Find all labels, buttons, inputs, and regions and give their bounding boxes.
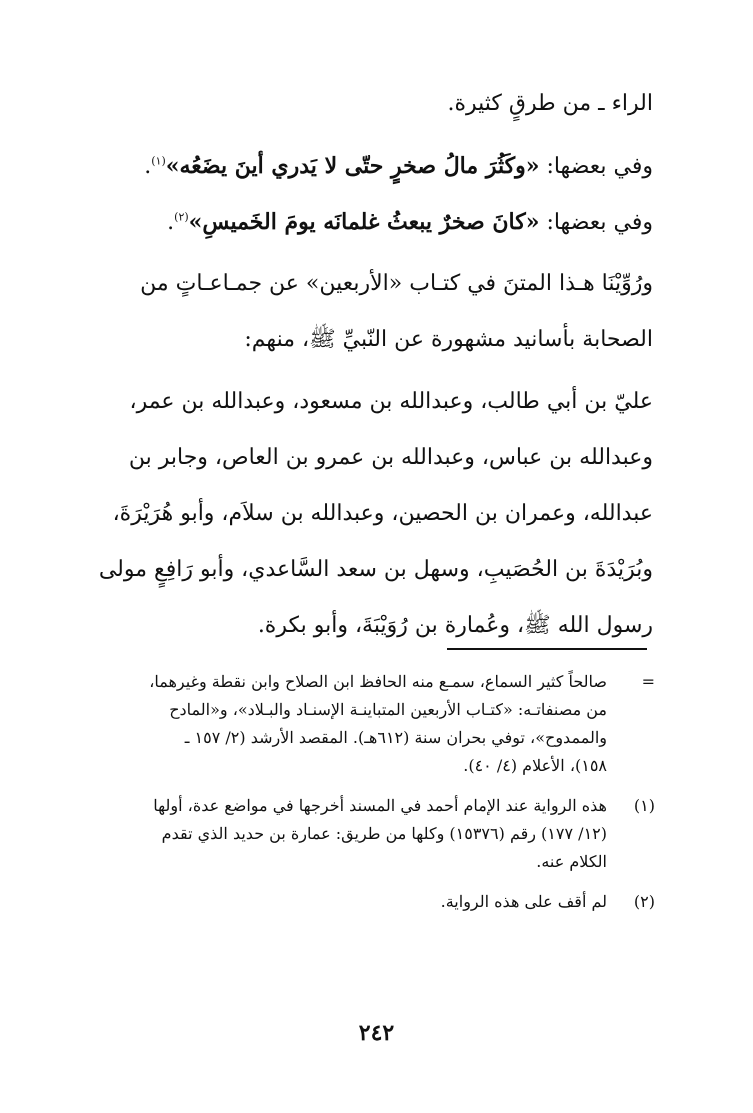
line-end: . [144, 154, 152, 179]
footnote-ref: (١) [151, 154, 166, 168]
footnote-2 [95, 888, 655, 916]
footnote-marker: (١) [633, 796, 655, 815]
line-text: وبُرَيْدَةَ بن الحُصَيبِ، وسهل بن سعد السَّاعدي، وأبو رَافِعٍ مولى [98, 557, 653, 582]
text-line [95, 264, 653, 320]
line-text: وعبدالله بن عباس، وعبدالله بن عمرو بن العاص، وجابر بن [128, 445, 653, 470]
text-line [95, 438, 653, 494]
footnote-line: هذه الرواية عند الإمام أحمد في المسند أخرجها في مواضع عدة، أولها [153, 796, 607, 815]
text-line [95, 382, 653, 438]
line-text: عليّ بن أبي طالب، وعبدالله بن مسعود، وعبدالله بن عمر، [129, 389, 653, 414]
hadith-quote: «وكَثُرَ مالُ صخرٍ حتّى لا يَدري أينَ يضَعُه» [165, 153, 540, 179]
text-line [95, 550, 653, 606]
footnote-continuation [95, 668, 655, 780]
footnote-line: صالحاً كثير السماع، سمـع منه الحافظ ابن الصلاح وابن نقطة وغيرهما، [149, 672, 607, 691]
text-line [95, 494, 653, 550]
line-text: الراء ـ من طرقٍ كثيرة. [447, 91, 653, 116]
footnote-divider [447, 648, 647, 650]
main-text [95, 84, 653, 662]
line-text: ورُوِّيْنَا هـذا المتنَ في كتـاب «الأربعين» عن جمـاعـاتٍ من [140, 271, 653, 296]
line-text: الصحابة بأسانيد مشهورة عن النّبيِّ ﷺ، منهم: [244, 327, 653, 352]
line-prefix: وفي بعضها: [539, 210, 653, 235]
footnotes [95, 668, 655, 928]
footnote-line: لم أقف على هذه الرواية. [440, 892, 607, 911]
text-line [95, 606, 653, 662]
footnote-1 [95, 792, 655, 876]
footnote-marker: (٢) [633, 892, 655, 911]
line-prefix: وفي بعضها: [539, 154, 653, 179]
text-line [95, 320, 653, 382]
footnote-line: ١٥٨)، الأعلام (٤/ ٤٠). [463, 756, 607, 775]
text-line [95, 202, 653, 264]
footnote-line: (١٢/ ١٧٧) رقم (١٥٣٧٦) وكلها من طريق: عمارة بن حديد الذي تقدم [161, 824, 607, 843]
footnote-marker: = [641, 672, 655, 691]
page-number: ٢٤٢ [358, 1020, 395, 1046]
footnote-ref: (٢) [174, 210, 189, 224]
text-line [95, 146, 653, 202]
footnote-line: من مصنفاتـه: «كتـاب الأربعين المتباينـة الإسنـاد والبـلاد»، و«المادح [169, 700, 607, 719]
line-text: عبدالله، وعمران بن الحصين، وعبدالله بن سلاَم، وأبو هُرَيْرَةَ، [112, 501, 653, 526]
footnote-line: الكلام عنه. [536, 852, 607, 871]
footnote-line: والممدوح»، توفي بحران سنة (٦١٢هـ). المقصد الأرشد (٢/ ١٥٧ ـ [184, 728, 607, 747]
line-end: . [167, 210, 175, 235]
line-text: رسول الله ﷺ، وعُمارة بن رُوَيْبَةَ، وأبو بكرة. [257, 613, 653, 638]
text-line [95, 84, 653, 146]
hadith-quote: «كانَ صخرٌ يبعثُ غلمانَه يومَ الخَميسِ» [188, 209, 540, 235]
